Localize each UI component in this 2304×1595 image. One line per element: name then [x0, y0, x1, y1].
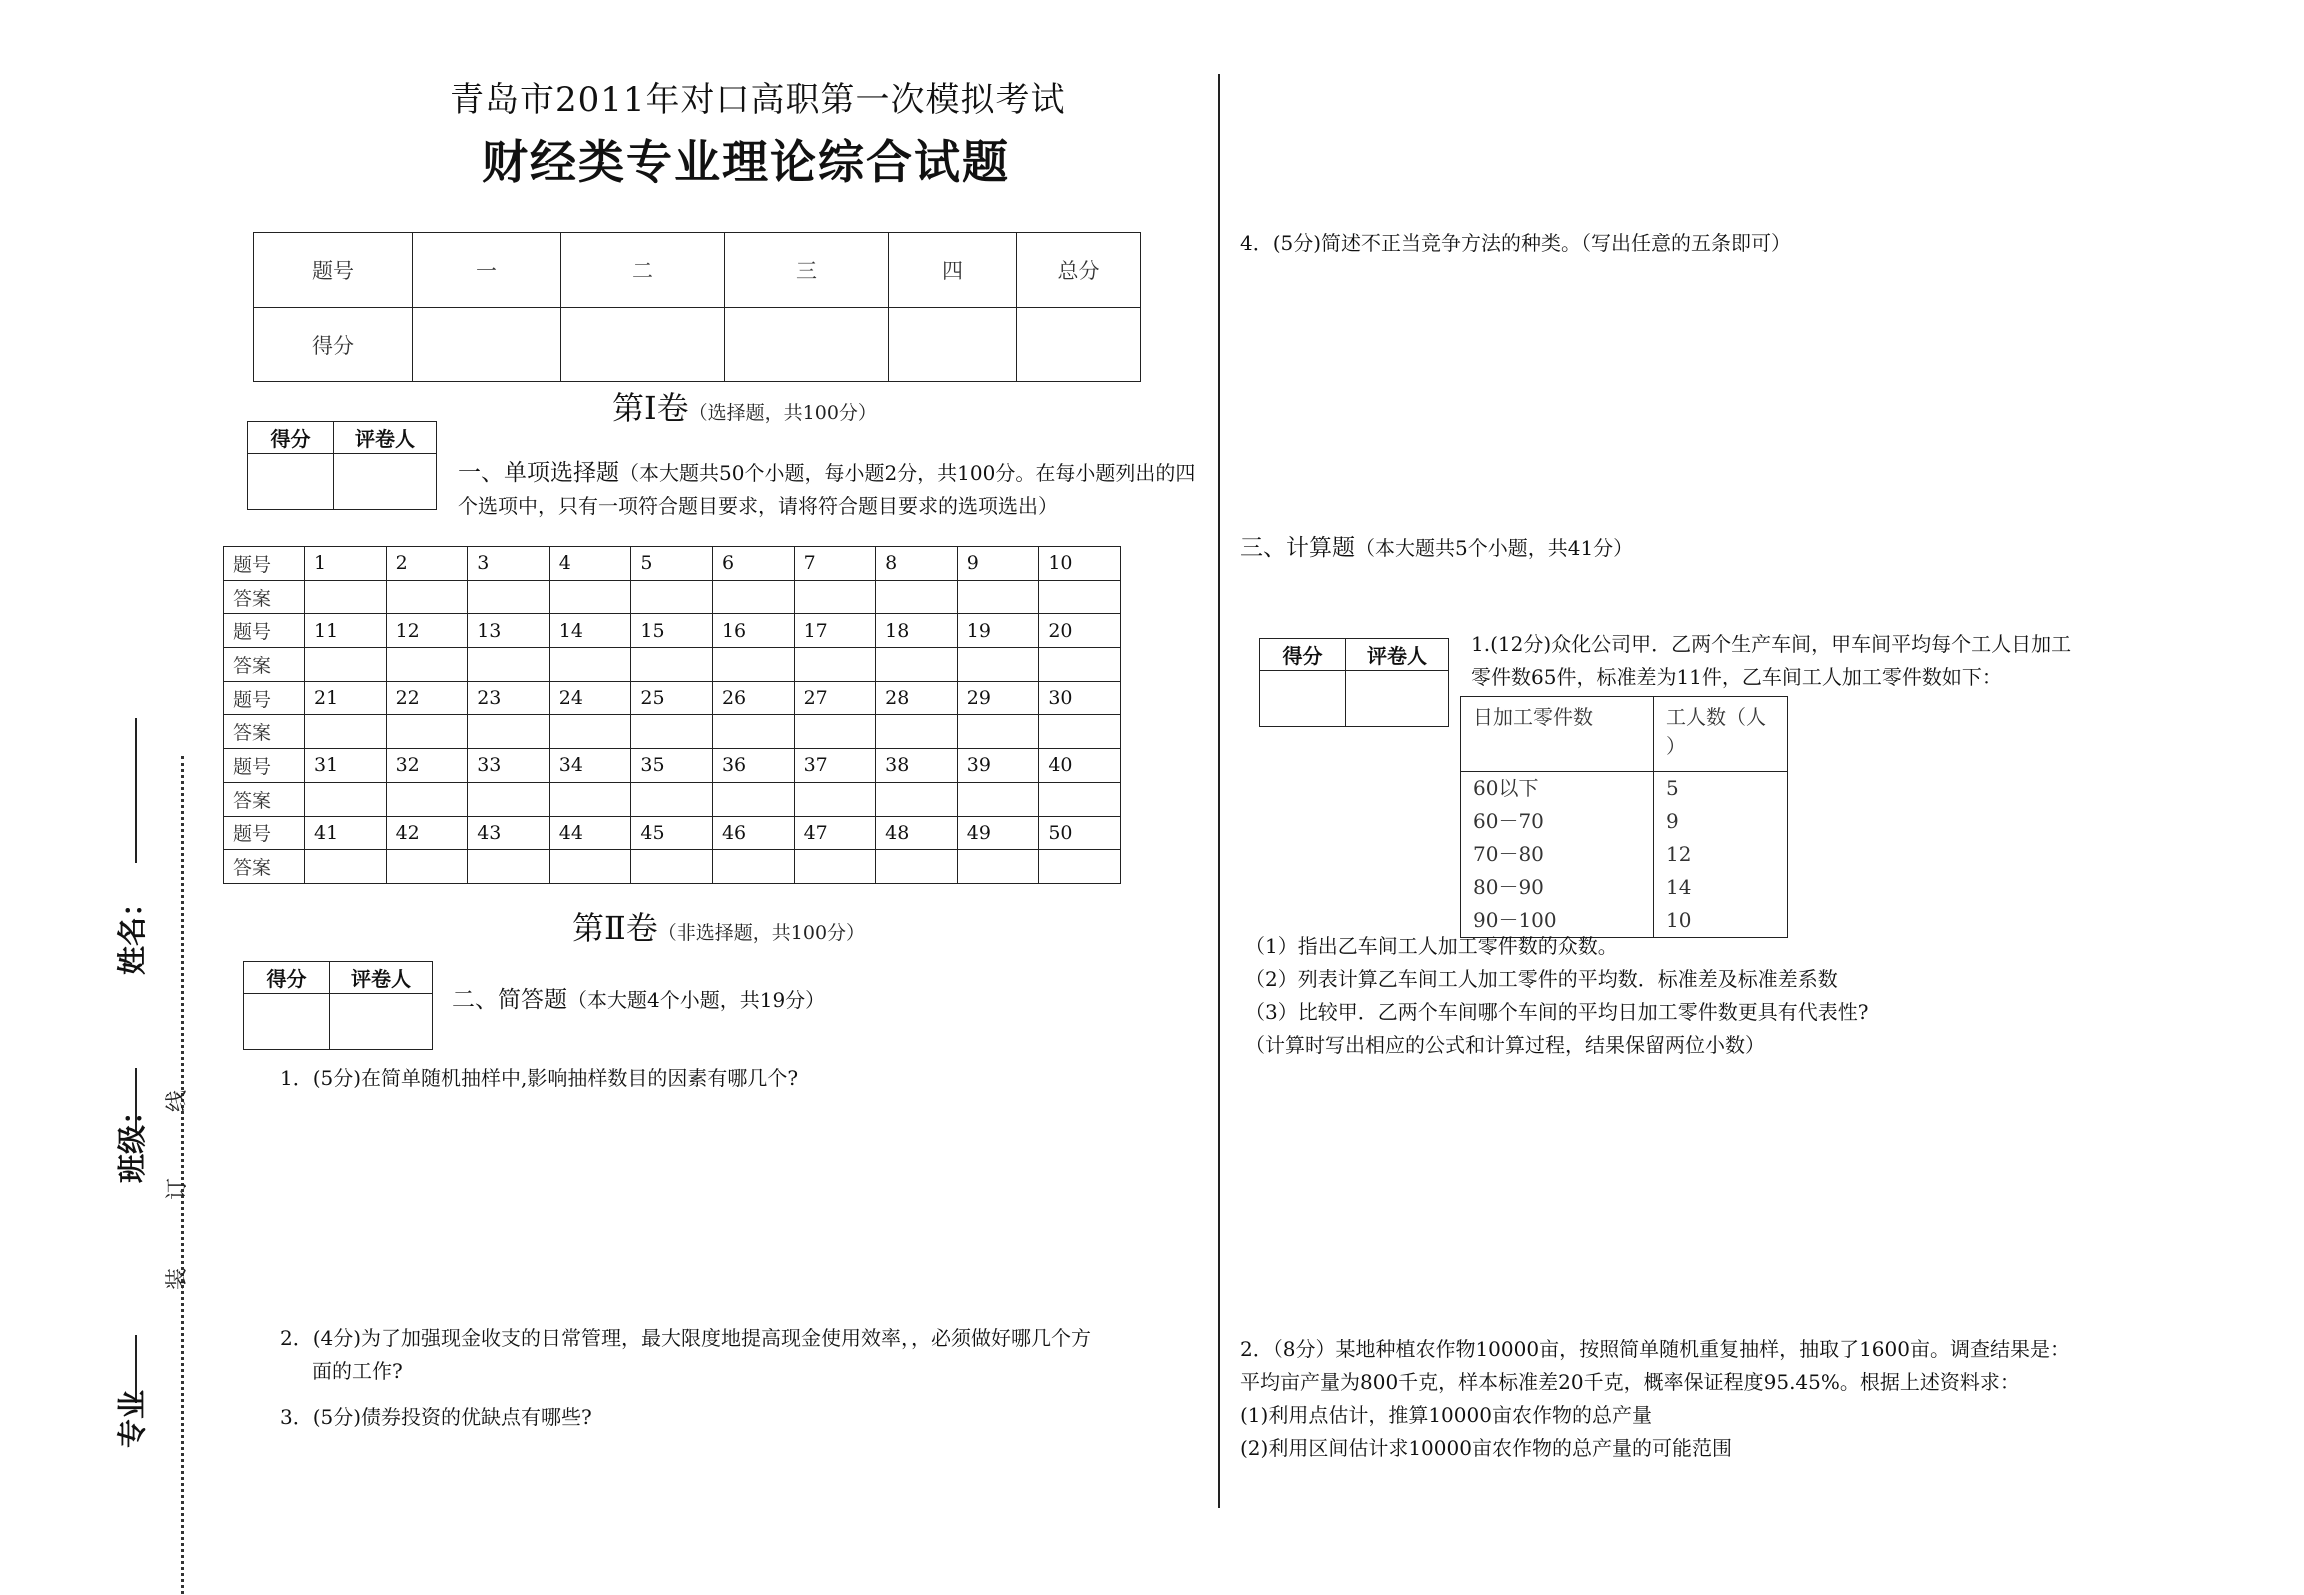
freq-header-workers-line2: ）: [1666, 734, 1686, 758]
binding-label-ding: 订: [165, 1177, 190, 1200]
answer-cell: [386, 782, 468, 816]
question-number-cell: 31: [305, 749, 387, 783]
calc-q2-line: (1)利用点估计，推算10000亩农作物的总产量: [1240, 1403, 1652, 1427]
freq-header-workers: [1654, 697, 1788, 772]
freq-col-workers: [1654, 772, 1788, 938]
part1-title: 第Ⅰ卷: [612, 389, 689, 427]
answer-cell: [468, 648, 550, 682]
answer-cell: [794, 580, 876, 614]
section1-title: [458, 457, 1198, 523]
major-label: 专业: [115, 1389, 149, 1448]
score-table-header: 题号: [254, 233, 413, 308]
short-answer-q2-line1: 2．(4分)为了加强现金收支的日常管理，最大限度地提高现金使用效率，，必须做好哪几个方: [280, 1326, 1092, 1350]
calc-q2-line: (2)利用区间估计求10000亩农作物的总产量的可能范围: [1240, 1436, 1732, 1460]
question-number-cell: 45: [631, 816, 713, 850]
score-cell: [561, 308, 725, 382]
answer-cell: [876, 580, 958, 614]
answer-cell: [468, 715, 550, 749]
answer-cell: [876, 648, 958, 682]
answer-cell: [468, 850, 550, 884]
calc-q1-sub: （1）指出乙车间工人加工零件数的众数。: [1245, 934, 1618, 958]
section2-name: 二、简答题: [452, 987, 567, 1013]
answer-cell: [1039, 715, 1121, 749]
section2-title: [452, 984, 825, 1017]
freq-cell: 60以下: [1473, 776, 1539, 800]
exam-title-line2: 财经类专业理论综合试题: [482, 135, 1010, 189]
answer-cell: [957, 850, 1039, 884]
answer-grid-number-row: [224, 614, 1121, 648]
grader-score-label: 得分: [1260, 639, 1346, 671]
question-number-cell: 32: [386, 749, 468, 783]
question-number-cell: 20: [1039, 614, 1121, 648]
answer-cell: [631, 648, 713, 682]
name-underline: [135, 718, 137, 863]
answer-cell: [712, 580, 794, 614]
answer-cell: [549, 850, 631, 884]
question-number-cell: 37: [794, 749, 876, 783]
score-table-header: 总分: [1017, 233, 1141, 308]
question-number-cell: 27: [794, 681, 876, 715]
question-number-cell: 13: [468, 614, 550, 648]
short-answer-q2-line2: 面的工作?: [312, 1359, 403, 1383]
part2-heading: [572, 903, 865, 949]
calc-q2: [1240, 1333, 2140, 1465]
answer-grid-number-row: [224, 681, 1121, 715]
question-number-cell: 2: [386, 547, 468, 581]
question-number-cell: 41: [305, 816, 387, 850]
binding-label-zhuang: 装: [165, 1267, 190, 1290]
grader-name-cell: [334, 454, 437, 510]
answer-cell: [876, 850, 958, 884]
answer-cell: [305, 782, 387, 816]
answer-cell: [468, 580, 550, 614]
score-table-header: 一: [413, 233, 561, 308]
answer-cell: [957, 782, 1039, 816]
answer-grid-number-row: [224, 749, 1121, 783]
answer-cell: [305, 648, 387, 682]
grader-score-cell: [244, 994, 330, 1050]
answer-cell: [549, 648, 631, 682]
part2-subtitle: （非选择题，共100分）: [657, 922, 866, 944]
calc-q2-line: 2．（8分）某地种植农作物10000亩，按照简单随机重复抽样，抽取了1600亩。调查结果是：: [1240, 1337, 2070, 1361]
section2-desc: （本大题4个小题，共19分）: [567, 988, 826, 1012]
freq-cell: 9: [1666, 809, 1679, 833]
question-number-cell: 44: [549, 816, 631, 850]
answer-grid-label-answer: 答案: [224, 850, 305, 884]
grader-score-cell: [1260, 671, 1346, 727]
answer-cell: [631, 580, 713, 614]
answer-cell: [386, 850, 468, 884]
freq-col-parts: [1461, 772, 1654, 938]
question-number-cell: 12: [386, 614, 468, 648]
answer-grid-label-number: 题号: [224, 681, 305, 715]
score-cell: [725, 308, 889, 382]
answer-cell: [305, 850, 387, 884]
answer-cell: [386, 715, 468, 749]
question-number-cell: 17: [794, 614, 876, 648]
question-number-cell: 47: [794, 816, 876, 850]
frequency-table: [1460, 696, 1788, 938]
question-number-cell: 19: [957, 614, 1039, 648]
answer-grid: [223, 546, 1121, 884]
section3-desc: （本大题共5个小题，共41分）: [1355, 536, 1634, 560]
question-number-cell: 8: [876, 547, 958, 581]
grader-name-label: 评卷人: [1346, 639, 1449, 671]
grader-name-label: 评卷人: [330, 962, 433, 994]
score-table-header: 三: [725, 233, 889, 308]
question-number-cell: 48: [876, 816, 958, 850]
calc-q1-line1: 1.(12分)众化公司甲．乙两个生产车间，甲车间平均每个工人日加工: [1471, 632, 2072, 656]
freq-cell: 10: [1666, 908, 1692, 932]
question-number-cell: 40: [1039, 749, 1121, 783]
score-table-header: 二: [561, 233, 725, 308]
question-number-cell: 26: [712, 681, 794, 715]
freq-header-workers-line1: 工人数（人: [1666, 705, 1766, 729]
question-number-cell: 4: [549, 547, 631, 581]
binding-label-line: 线: [165, 1089, 190, 1112]
score-table-header: 四: [889, 233, 1017, 308]
answer-cell: [794, 715, 876, 749]
answer-grid-answer-row: [224, 715, 1121, 749]
answer-cell: [1039, 580, 1121, 614]
answer-cell: [305, 580, 387, 614]
answer-grid-label-answer: 答案: [224, 715, 305, 749]
freq-cell: 60－70: [1473, 809, 1544, 833]
question-number-cell: 3: [468, 547, 550, 581]
question-number-cell: 1: [305, 547, 387, 581]
question-number-cell: 24: [549, 681, 631, 715]
grader-box: [243, 961, 433, 1050]
calc-q2-line: 平均亩产量为800千克，样本标准差20千克，概率保证程度95.45%。根据上述资料求：: [1240, 1370, 2020, 1394]
grader-name-label: 评卷人: [334, 422, 437, 454]
part1-heading: [612, 383, 877, 429]
score-table-row-label: 得分: [254, 308, 413, 382]
answer-cell: [1039, 648, 1121, 682]
grader-score-label: 得分: [248, 422, 334, 454]
answer-cell: [794, 850, 876, 884]
freq-cell: 12: [1666, 842, 1692, 866]
question-number-cell: 49: [957, 816, 1039, 850]
question-number-cell: 50: [1039, 816, 1121, 850]
question-number-cell: 23: [468, 681, 550, 715]
answer-cell: [549, 782, 631, 816]
question-number-cell: 43: [468, 816, 550, 850]
answer-cell: [386, 580, 468, 614]
short-answer-q4: 4．(5分)简述不正当竞争方法的种类。（写出任意的五条即可）: [1240, 231, 1792, 255]
grader-box: [1259, 638, 1449, 727]
calc-q1-sub: （2）列表计算乙车间工人加工零件的平均数．标准差及标准差系数: [1245, 967, 1838, 991]
freq-cell: 90－100: [1473, 908, 1557, 932]
answer-cell: [712, 648, 794, 682]
answer-cell: [712, 850, 794, 884]
freq-cell: 70－80: [1473, 842, 1544, 866]
answer-grid-label-answer: 答案: [224, 782, 305, 816]
answer-cell: [468, 782, 550, 816]
question-number-cell: 9: [957, 547, 1039, 581]
name-label: 姓名：: [115, 887, 149, 975]
answer-cell: [957, 715, 1039, 749]
answer-cell: [712, 782, 794, 816]
question-number-cell: 21: [305, 681, 387, 715]
answer-grid-answer-row: [224, 782, 1121, 816]
column-divider: [1218, 74, 1220, 1508]
question-number-cell: 14: [549, 614, 631, 648]
answer-cell: [631, 715, 713, 749]
answer-cell: [305, 715, 387, 749]
question-number-cell: 46: [712, 816, 794, 850]
grader-name-cell: [1346, 671, 1449, 727]
question-number-cell: 16: [712, 614, 794, 648]
short-answer-q1: 1．(5分)在简单随机抽样中,影响抽样数目的因素有哪几个?: [280, 1066, 799, 1090]
answer-grid-number-row: [224, 547, 1121, 581]
question-number-cell: 10: [1039, 547, 1121, 581]
question-number-cell: 25: [631, 681, 713, 715]
exam-title-line1: 青岛市2011年对口高职第一次模拟考试: [450, 80, 1066, 120]
question-number-cell: 33: [468, 749, 550, 783]
short-answer-q3: 3．(5分)债券投资的优缺点有哪些?: [280, 1405, 592, 1429]
question-number-cell: 7: [794, 547, 876, 581]
short-answer-q2: [280, 1322, 1200, 1388]
answer-grid-label-number: 题号: [224, 614, 305, 648]
class-label: 班级：: [115, 1095, 149, 1183]
freq-cell: 80－90: [1473, 875, 1544, 899]
section3-name: 三、计算题: [1240, 535, 1355, 561]
answer-cell: [386, 648, 468, 682]
answer-cell: [957, 648, 1039, 682]
question-number-cell: 22: [386, 681, 468, 715]
answer-grid-label-number: 题号: [224, 547, 305, 581]
answer-cell: [1039, 850, 1121, 884]
answer-cell: [876, 782, 958, 816]
answer-cell: [712, 715, 794, 749]
question-number-cell: 29: [957, 681, 1039, 715]
question-number-cell: 11: [305, 614, 387, 648]
binding-dotted-line: [181, 756, 184, 1594]
question-number-cell: 36: [712, 749, 794, 783]
calc-q1-sub: （3）比较甲．乙两个车间哪个车间的平均日加工零件数更具有代表性?: [1245, 1000, 1869, 1024]
part1-subtitle: （选择题，共100分）: [688, 402, 877, 424]
score-cell: [1017, 308, 1141, 382]
part2-title: 第Ⅱ卷: [572, 909, 658, 947]
answer-grid-label-number: 题号: [224, 816, 305, 850]
answer-grid-number-row: [224, 816, 1121, 850]
grader-score-cell: [248, 454, 334, 510]
grader-name-cell: [330, 994, 433, 1050]
question-number-cell: 6: [712, 547, 794, 581]
question-number-cell: 38: [876, 749, 958, 783]
question-number-cell: 35: [631, 749, 713, 783]
score-table: [253, 232, 1141, 382]
answer-cell: [1039, 782, 1121, 816]
answer-cell: [957, 580, 1039, 614]
question-number-cell: 15: [631, 614, 713, 648]
question-number-cell: 39: [957, 749, 1039, 783]
answer-grid-answer-row: [224, 850, 1121, 884]
answer-cell: [549, 580, 631, 614]
question-number-cell: 5: [631, 547, 713, 581]
question-number-cell: 28: [876, 681, 958, 715]
calc-q1: [1471, 628, 2171, 694]
answer-cell: [631, 850, 713, 884]
answer-grid-label-answer: 答案: [224, 648, 305, 682]
answer-grid-answer-row: [224, 648, 1121, 682]
answer-cell: [876, 715, 958, 749]
section1-name: 一、单项选择题: [458, 460, 619, 486]
answer-cell: [631, 782, 713, 816]
calc-q1-sub: （计算时写出相应的公式和计算过程，结果保留两位小数）: [1245, 1033, 1765, 1057]
score-cell: [889, 308, 1017, 382]
question-number-cell: 18: [876, 614, 958, 648]
answer-grid-answer-row: [224, 580, 1121, 614]
grader-score-label: 得分: [244, 962, 330, 994]
freq-cell: 5: [1666, 776, 1679, 800]
freq-cell: 14: [1666, 875, 1692, 899]
grader-box: [247, 421, 437, 510]
answer-grid-label-number: 题号: [224, 749, 305, 783]
question-number-cell: 30: [1039, 681, 1121, 715]
question-number-cell: 34: [549, 749, 631, 783]
question-number-cell: 42: [386, 816, 468, 850]
calc-q1-line2: 零件数65件，标准差为11件，乙车间工人加工零件数如下：: [1471, 665, 2002, 689]
score-cell: [413, 308, 561, 382]
answer-cell: [794, 782, 876, 816]
answer-cell: [549, 715, 631, 749]
freq-header-parts: 日加工零件数: [1461, 697, 1654, 772]
section3-title: [1240, 532, 1633, 565]
section1-desc: （本大题共50个小题，每小题2分，共100分。在每小题列出的四个选项中，只有一项符合题目要求，请将符合题目要求的选项选出）: [458, 461, 1196, 518]
answer-cell: [794, 648, 876, 682]
answer-grid-label-answer: 答案: [224, 580, 305, 614]
calc-q1-subquestions: [1245, 930, 1868, 1062]
